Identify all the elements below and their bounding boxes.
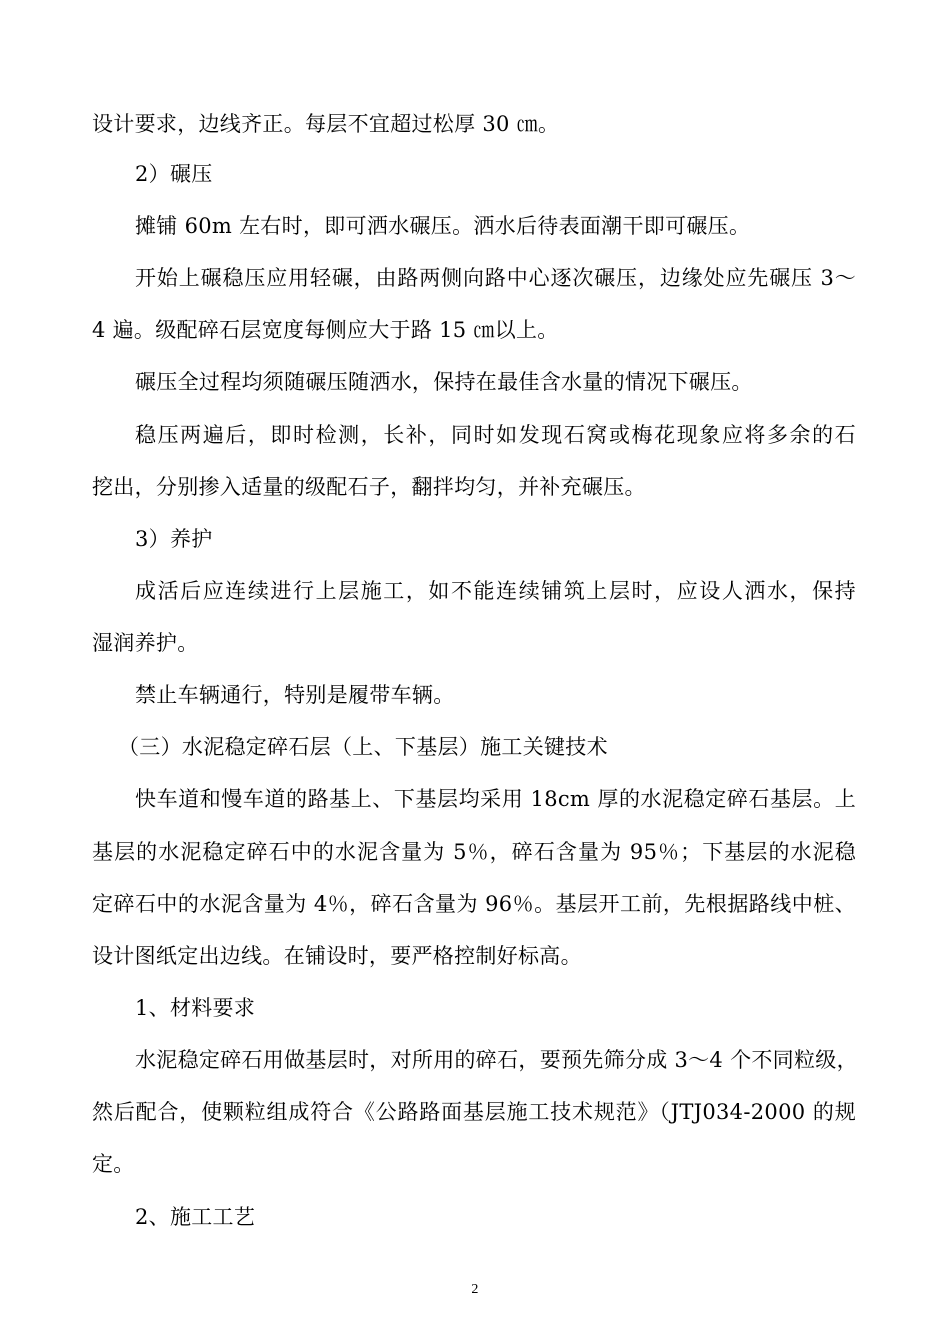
text-line: 快车道和慢车道的路基上、下基层均采用 18cm 厚的水泥稳定碎石基层。上 [135,787,856,811]
text-line: 设计图纸定出边线。在铺设时，要严格控制好标高。 [92,944,582,968]
text-line: 设计要求，边线齐正。每层不宜超过松厚 30 ㎝。 [92,112,560,136]
text-line: 开始上碾稳压应用轻碾，由路两侧向路中心逐次碾压，边缘处应先碾压 3～ [135,266,856,290]
page-number: 2 [471,1282,479,1297]
subheading: 2、施工工艺 [135,1205,256,1229]
section-heading: （三）水泥稳定碎石层（上、下基层）施工关键技术 [118,735,608,759]
text-line: 基层的水泥稳定碎石中的水泥含量为 5％，碎石含量为 95％；下基层的水泥稳 [92,840,856,864]
subheading: 1、材料要求 [135,996,256,1020]
text-line: 湿润养护。 [92,631,199,655]
text-line: 定碎石中的水泥含量为 4％，碎石含量为 96％。基层开工前，先根据路线中桩、 [92,892,856,916]
subheading: 2）碾压 [135,162,213,186]
text-line: 水泥稳定碎石用做基层时，对所用的碎石，要预先筛分成 3～4 个不同粒级， [135,1048,858,1072]
text-line: 然后配合，使颗粒组成符合《公路路面基层施工技术规范》（JTJ034-2000 的规 [92,1100,856,1124]
text-line: 碾压全过程均须随碾压随洒水，保持在最佳含水量的情况下碾压。 [135,370,753,394]
text-line: 4 遍。级配碎石层宽度每侧应大于路 15 ㎝以上。 [92,318,559,342]
text-line: 摊铺 60m 左右时，即可洒水碾压。洒水后待表面潮干即可碾压。 [135,214,751,238]
text-line: 禁止车辆通行，特别是履带车辆。 [135,683,455,707]
text-line: 稳压两遍后，即时检测，长补，同时如发现石窝或梅花现象应将多余的石 [135,423,856,447]
text-line: 挖出，分别掺入适量的级配石子，翻拌均匀，并补充碾压。 [92,475,646,499]
text-line: 定。 [92,1152,135,1176]
subheading: 3）养护 [135,527,213,551]
text-line: 成活后应连续进行上层施工，如不能连续铺筑上层时，应设人洒水，保持 [135,579,856,603]
